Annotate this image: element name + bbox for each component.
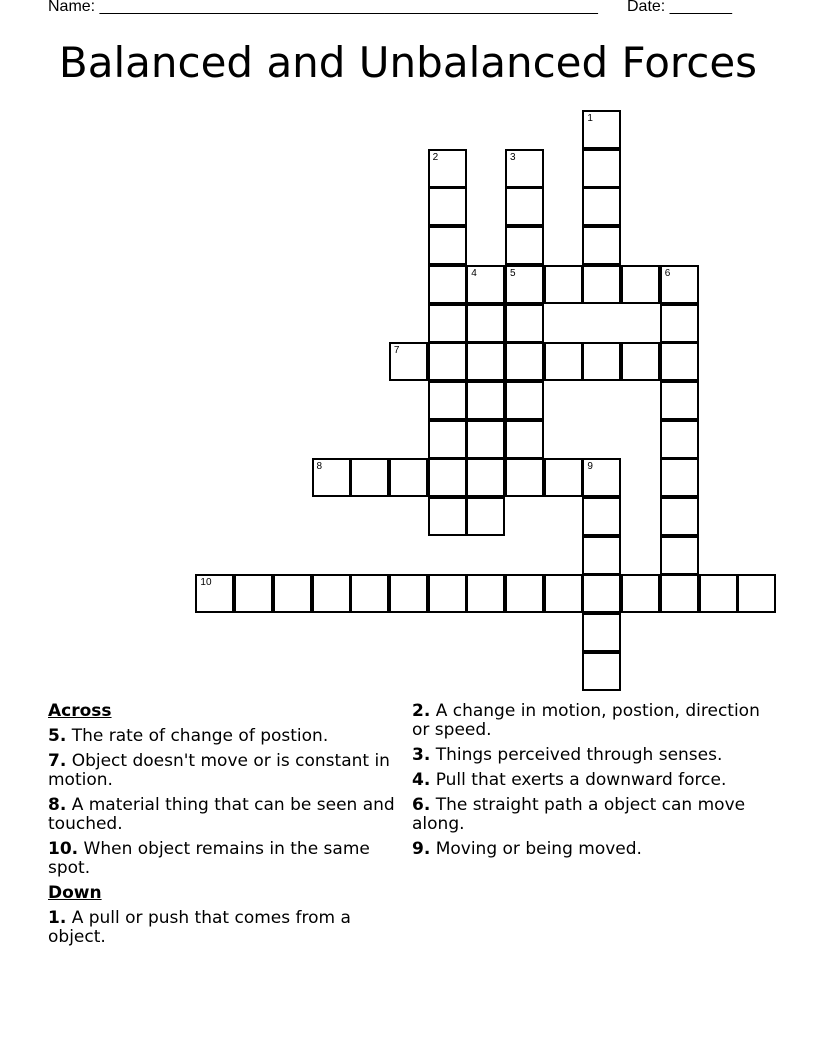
clue-number: 4.	[412, 770, 431, 790]
crossword-cell[interactable]	[273, 574, 312, 613]
crossword-cell[interactable]	[312, 458, 351, 497]
crossword-cell[interactable]	[660, 304, 699, 343]
clue-number: 1.	[48, 908, 67, 928]
crossword-cell[interactable]	[582, 265, 621, 304]
clue-number: 10.	[48, 839, 79, 859]
crossword-cell[interactable]	[428, 574, 467, 613]
crossword-cell[interactable]	[582, 574, 621, 613]
clue-number: 7.	[48, 751, 67, 771]
crossword-cell[interactable]	[466, 381, 505, 420]
cell-number: 5	[510, 267, 516, 279]
crossword-cell[interactable]	[660, 342, 699, 381]
crossword-cell[interactable]	[505, 187, 544, 226]
clue-text: Pull that exerts a downward force.	[430, 770, 727, 790]
clue-number: 3.	[412, 745, 431, 765]
clue-text: When object remains in the same spot.	[48, 839, 370, 878]
cell-number: 1	[587, 113, 593, 124]
clue-text: A change in motion, postion, direction or speed.	[412, 701, 760, 740]
crossword-cell[interactable]	[389, 342, 428, 381]
crossword-cell[interactable]	[428, 381, 467, 420]
crossword-cell[interactable]	[582, 226, 621, 265]
crossword-cell[interactable]	[234, 574, 273, 613]
crossword-cell[interactable]	[428, 342, 467, 381]
cell-number: 9	[587, 461, 593, 473]
crossword-cell[interactable]	[505, 304, 544, 343]
crossword-cell[interactable]	[466, 458, 505, 497]
crossword-cell[interactable]	[737, 574, 776, 613]
clue-item	[48, 752, 398, 790]
cell-number: 6	[664, 267, 671, 279]
crossword-cell[interactable]	[544, 458, 583, 497]
crossword-cell[interactable]	[466, 265, 505, 304]
crossword-cell[interactable]	[505, 574, 544, 613]
crossword-cell[interactable]	[699, 574, 738, 613]
crossword-cell[interactable]	[350, 458, 389, 497]
crossword-cell[interactable]	[621, 265, 660, 304]
crossword-cell[interactable]	[582, 536, 621, 575]
crossword-cell[interactable]	[621, 342, 660, 381]
crossword-cell[interactable]	[350, 574, 389, 613]
crossword-cell[interactable]	[505, 458, 544, 497]
clue-text: Object doesn't move or is constant in motion.	[48, 751, 390, 790]
crossword-cell[interactable]	[660, 265, 699, 304]
clue-number: 2.	[412, 701, 431, 721]
crossword-cell[interactable]	[582, 652, 621, 691]
crossword-cell[interactable]	[582, 342, 621, 381]
crossword-cell[interactable]	[660, 497, 699, 536]
crossword-cell[interactable]	[621, 574, 660, 613]
crossword-cell[interactable]	[582, 497, 621, 536]
crossword-cell[interactable]	[428, 265, 467, 304]
cell-number: 3	[510, 151, 516, 163]
crossword-cell[interactable]	[466, 574, 505, 613]
crossword-cell[interactable]	[428, 187, 467, 226]
crossword-cell[interactable]	[389, 574, 428, 613]
clue-text: A pull or push that comes from a object.	[48, 908, 351, 947]
across-clue-list	[48, 727, 398, 878]
crossword-cell[interactable]	[466, 304, 505, 343]
clue-item	[412, 746, 762, 765]
clue-item	[412, 771, 762, 790]
clue-item	[412, 702, 762, 740]
crossword-cell[interactable]	[544, 574, 583, 613]
crossword-cell[interactable]	[582, 149, 621, 188]
name-field-label: Name: ________________________________________________________	[48, 0, 598, 15]
down-clue-list-right	[412, 702, 762, 859]
crossword-cell[interactable]	[389, 458, 428, 497]
crossword-cell[interactable]	[428, 226, 467, 265]
crossword-cell[interactable]	[428, 458, 467, 497]
crossword-cell[interactable]	[428, 420, 467, 459]
crossword-cell[interactable]	[660, 420, 699, 459]
date-field-label: Date: _______	[627, 0, 732, 15]
crossword-cell[interactable]	[505, 420, 544, 459]
cell-number: 8	[316, 461, 323, 473]
crossword-cell[interactable]	[660, 536, 699, 575]
clue-text: Moving or being moved.	[430, 839, 642, 859]
clues-left-column	[48, 702, 398, 953]
down-clue-list-left	[48, 909, 398, 947]
crossword-cell[interactable]	[660, 458, 699, 497]
crossword-cell[interactable]	[505, 342, 544, 381]
clue-text: The straight path a object can move along.	[412, 795, 746, 834]
cell-number: 4	[471, 267, 477, 279]
crossword-cell[interactable]	[428, 497, 467, 536]
crossword-cell[interactable]	[466, 420, 505, 459]
crossword-cell[interactable]	[544, 342, 583, 381]
crossword-cell[interactable]	[582, 613, 621, 652]
crossword-cell[interactable]	[428, 304, 467, 343]
clue-item	[412, 796, 762, 834]
clue-item	[48, 796, 398, 834]
crossword-cell[interactable]	[505, 381, 544, 420]
clue-item	[48, 909, 398, 947]
crossword-cell[interactable]	[505, 226, 544, 265]
clue-item	[412, 840, 762, 859]
crossword-cell[interactable]	[582, 187, 621, 226]
crossword-cell[interactable]	[505, 265, 544, 304]
crossword-cell[interactable]	[195, 574, 234, 613]
down-heading: Down	[48, 883, 102, 903]
crossword-cell[interactable]	[660, 381, 699, 420]
clue-text: The rate of change of postion.	[66, 726, 329, 746]
clue-number: 8.	[48, 795, 67, 815]
page-title: Balanced and Unbalanced Forces	[58, 38, 758, 87]
crossword-cell[interactable]	[466, 342, 505, 381]
clue-item	[48, 840, 398, 878]
clue-text: Things perceived through senses.	[430, 745, 723, 765]
crossword-cell[interactable]	[466, 497, 505, 536]
cell-number: 10	[200, 577, 212, 589]
clue-item	[48, 727, 398, 746]
clue-text: A material thing that can be seen and touched.	[48, 795, 395, 834]
crossword-cell[interactable]	[582, 110, 621, 149]
crossword-cell[interactable]	[505, 149, 544, 188]
crossword-cell[interactable]	[582, 458, 621, 497]
cell-number: 7	[393, 345, 400, 357]
clue-number: 6.	[412, 795, 431, 815]
across-heading: Across	[48, 701, 112, 721]
clue-number: 5.	[48, 726, 67, 746]
cell-number: 2	[432, 151, 439, 163]
crossword-cell[interactable]	[544, 265, 583, 304]
clue-number: 9.	[412, 839, 431, 859]
crossword-cell[interactable]	[660, 574, 699, 613]
clues-right-column	[412, 702, 762, 865]
crossword-cell[interactable]	[428, 149, 467, 188]
crossword-cell[interactable]	[312, 574, 351, 613]
